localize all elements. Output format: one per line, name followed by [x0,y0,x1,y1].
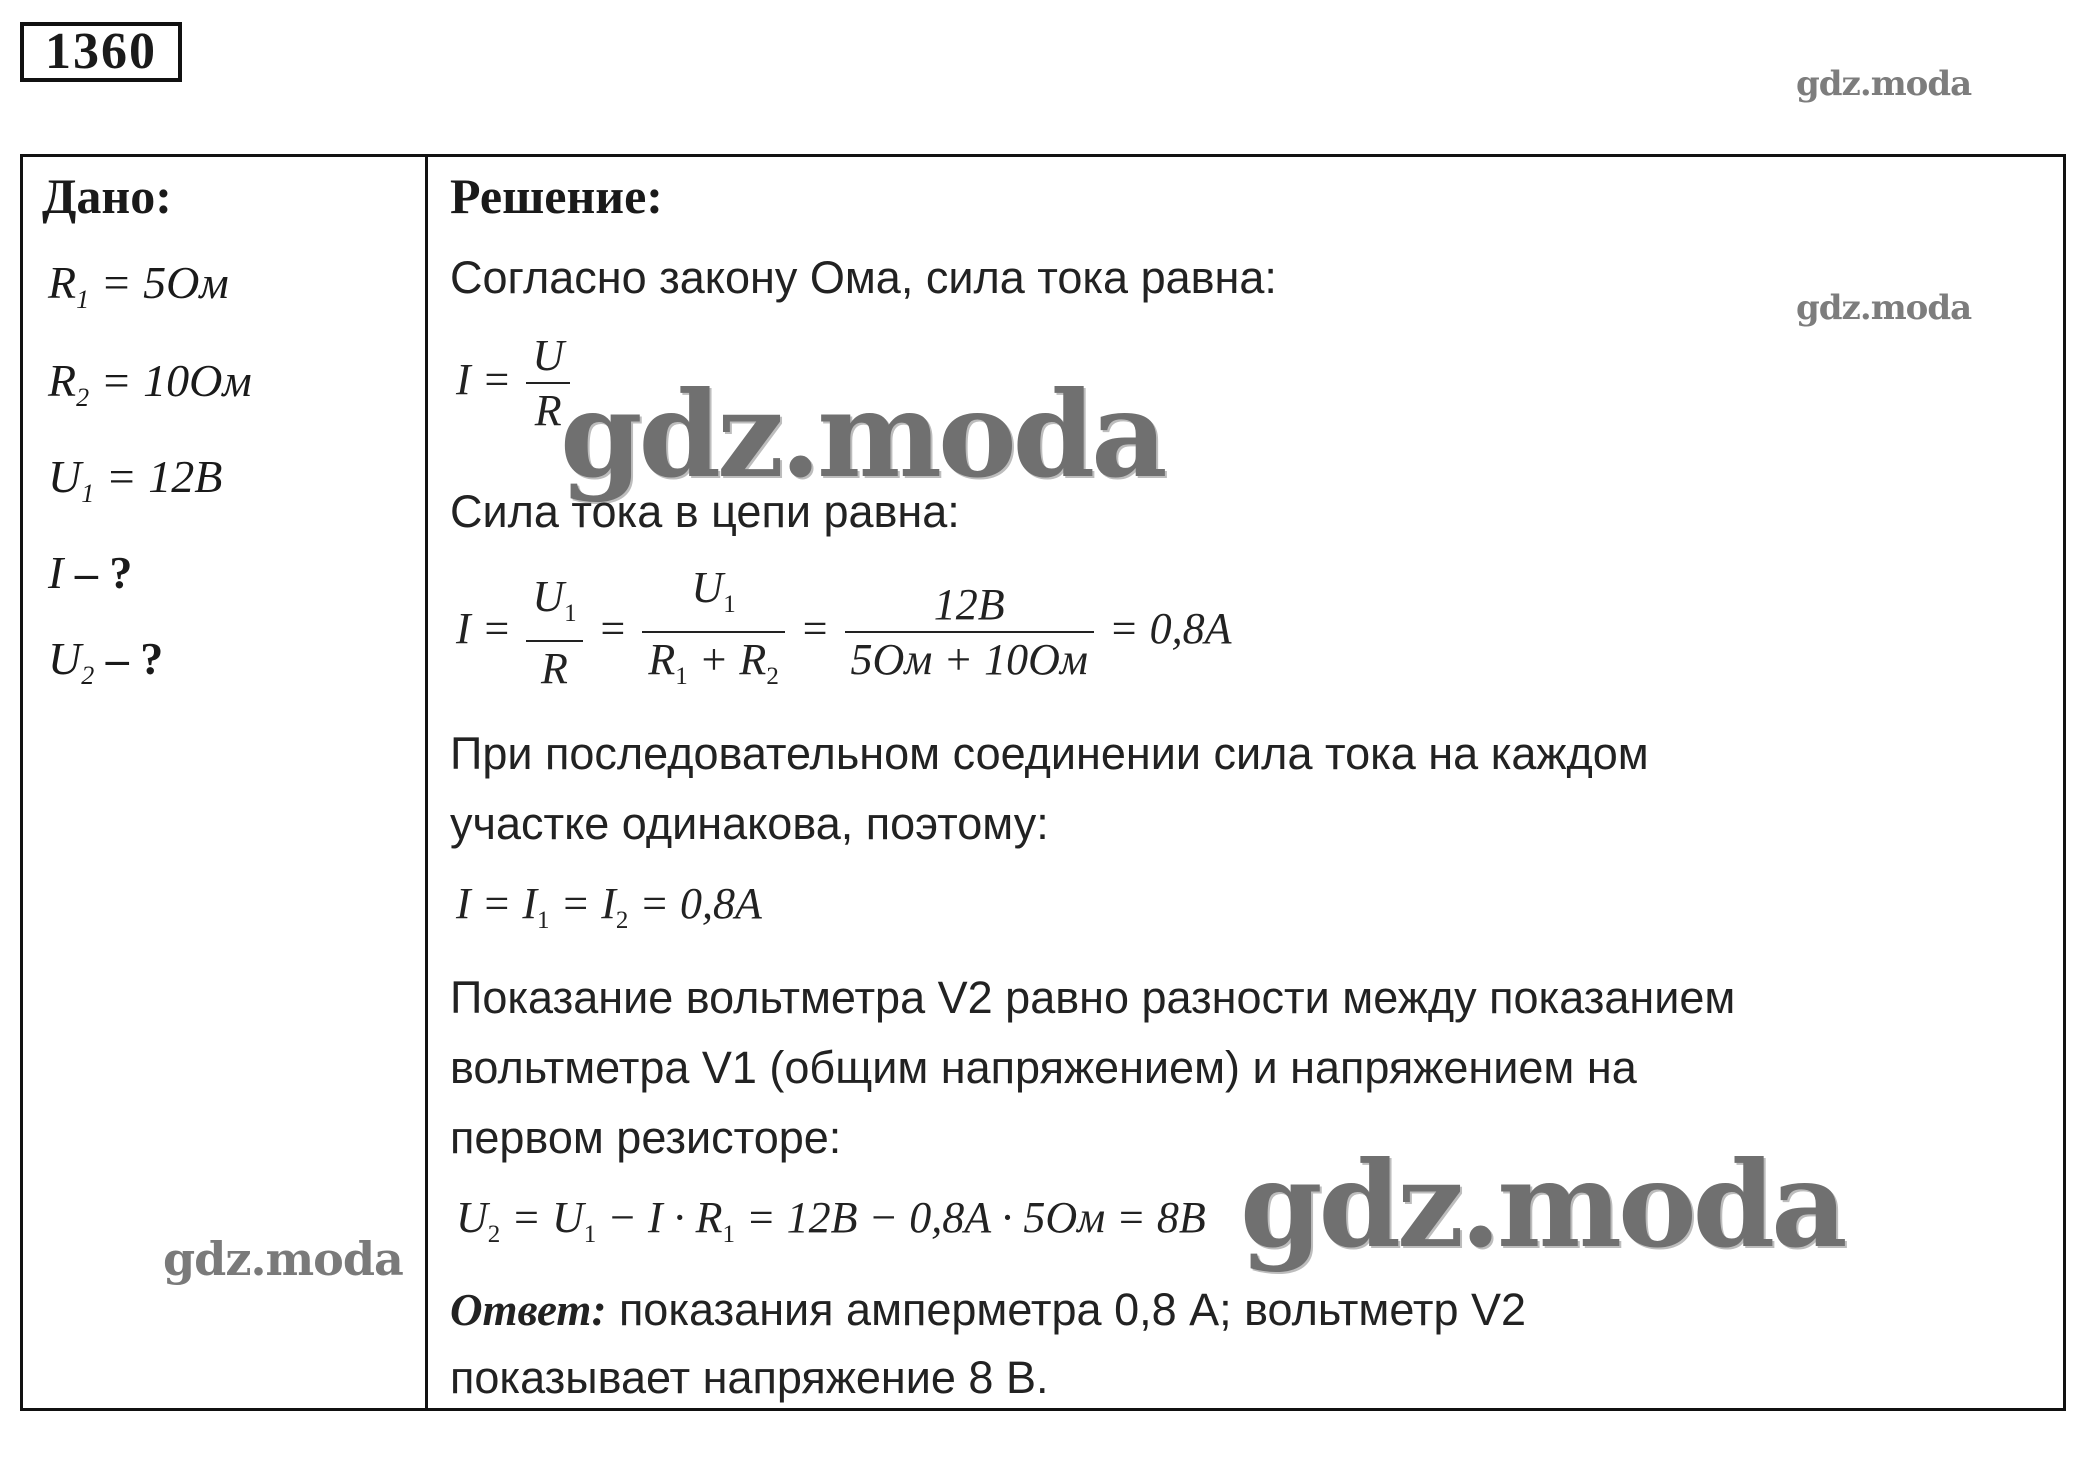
solution-text-circuit-current: Сила тока в цепи равна: [450,486,960,537]
formula-equal-currents: $I = I_1 = I_2 = 0,8A$ [456,879,762,934]
watermark: gdz.moda [1796,64,1972,104]
watermark: gdz.moda [1240,1135,1844,1274]
solution-text-series: При последовательном соединении сила тока на каждом [450,728,1649,779]
solution-heading: Решение: [450,168,663,224]
column-divider [425,154,428,1411]
find-voltage-u2: $U_2$ – ? [48,633,164,690]
solution-text-voltmeter: Показание вольтметра V2 равно разности между показанием [450,972,1736,1023]
given-heading: Дано: [42,168,172,224]
watermark: gdz.moda [560,365,1164,504]
problem-number: 1360 [20,22,182,82]
answer-text-cont: показывает напряжение 8 В. [450,1352,1049,1403]
solution-text-voltmeter-cont: вольтметра V1 (общим напряжением) и напряжением на [450,1042,1637,1093]
answer-label: Ответ: [450,1285,607,1335]
find-current: I – ? [48,547,133,598]
formula-ohm-law: I = $\frac{U}{R}$ [456,330,574,438]
given-u1: $U_1 = 12B$ [48,451,223,508]
given-r2: $R_2 = 10Ом$ [48,355,252,412]
watermark: gdz.moda [163,1232,403,1286]
answer [450,1276,1526,1344]
formula-current-value: I = $\frac{U_1}{R}$ = $\frac{U_1}{R_1 + R_2}$ = $\frac{12B}{5Ом + 10Ом}$ = 0,8A [456,563,1232,693]
answer-text: показания амперметра 0,8 А; вольтметр V2 [606,1284,1527,1335]
formula-voltage-u2: $U_2 = U_1 - I \cdot R_1 = 12B - 0,8A \cdot 5Ом = 8B$ [456,1193,1206,1248]
solution-text-voltmeter-end: первом резисторе: [450,1112,842,1163]
watermark: gdz.moda [1796,288,1972,328]
solution-text-ohm: Согласно закону Ома, сила тока равна: [450,252,1277,303]
solution-text-series-cont: участке одинакова, поэтому: [450,798,1049,849]
given-r1: $R_1 = 5Ом$ [48,257,229,314]
